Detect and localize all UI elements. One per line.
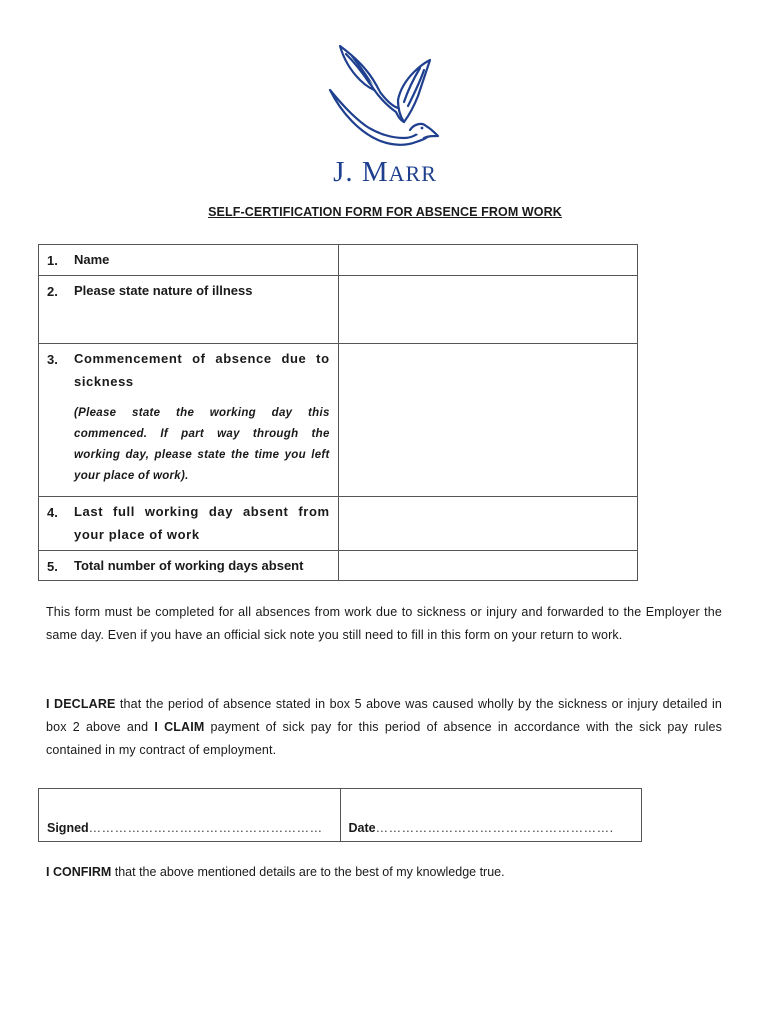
date-cell[interactable] — [340, 789, 642, 842]
commencement-note: (Please state the working day this commenced. If part way through the working day, please state the time you left your place of work). — [74, 407, 330, 482]
field-number: 5. — [47, 559, 58, 574]
field-number: 3. — [47, 352, 58, 367]
signature-table — [38, 788, 642, 842]
field-label-name: Name — [74, 252, 110, 267]
field-row-name — [39, 245, 638, 276]
total-days-entry-cell[interactable] — [338, 551, 637, 581]
brand-initial: J. M — [333, 156, 389, 188]
field-number: 4. — [47, 505, 58, 520]
field-number: 1. — [47, 253, 58, 268]
declare-text: that the period of absence stated in box 5 above was caused wholly by the sickness or injury detailed in box 2 above and — [46, 697, 723, 734]
field-row-last-day — [39, 497, 638, 551]
field-row-commencement — [39, 344, 638, 497]
confirm-text: that the above mentioned details are to the best of my knowledge true. — [111, 865, 505, 879]
declare-lead: I DECLARE — [46, 697, 116, 711]
date-line: ………………………………………………. — [375, 821, 614, 835]
date-label: Date — [348, 821, 376, 835]
field-label-commencement: Commencement of absence due to sickness — [74, 351, 330, 389]
field-label-illness: Please state nature of illness — [74, 283, 253, 298]
details-table — [38, 244, 638, 581]
field-label-last-day: Last full working day absent from your place of work — [74, 504, 330, 542]
intro-paragraph: This form must be completed for all absences from work due to sickness or injury and forwarded to the Employer the same day. Even if you have an official sick note you still need to fill in this form on your return to work. — [46, 605, 722, 642]
claim-lead: I CLAIM — [154, 720, 205, 734]
confirmation-line — [46, 865, 505, 879]
last-day-entry-cell[interactable] — [338, 497, 637, 551]
field-row-illness — [39, 276, 638, 344]
declaration-paragraph — [46, 693, 722, 762]
declare-end-text: payment of sick pay for this period of absence in accordance with the sick pay rules contained in my contract of employment. — [46, 720, 722, 757]
signed-cell[interactable] — [39, 789, 341, 842]
signed-line: ……………………………………………… — [88, 821, 323, 835]
field-label-total-days: Total number of working days absent — [74, 558, 304, 573]
form-title: SELF-CERTIFICATION FORM FOR ABSENCE FROM WORK — [208, 205, 562, 219]
commencement-entry-cell[interactable] — [338, 344, 637, 497]
brand-rest: ARR — [388, 161, 437, 186]
confirm-lead: I CONFIRM — [46, 865, 112, 879]
signed-label: Signed — [47, 821, 89, 835]
field-row-total-days — [39, 551, 638, 581]
field-number: 2. — [47, 284, 58, 299]
name-entry-cell[interactable] — [338, 245, 637, 276]
brand-name — [310, 156, 460, 189]
illness-entry-cell[interactable] — [338, 276, 637, 344]
